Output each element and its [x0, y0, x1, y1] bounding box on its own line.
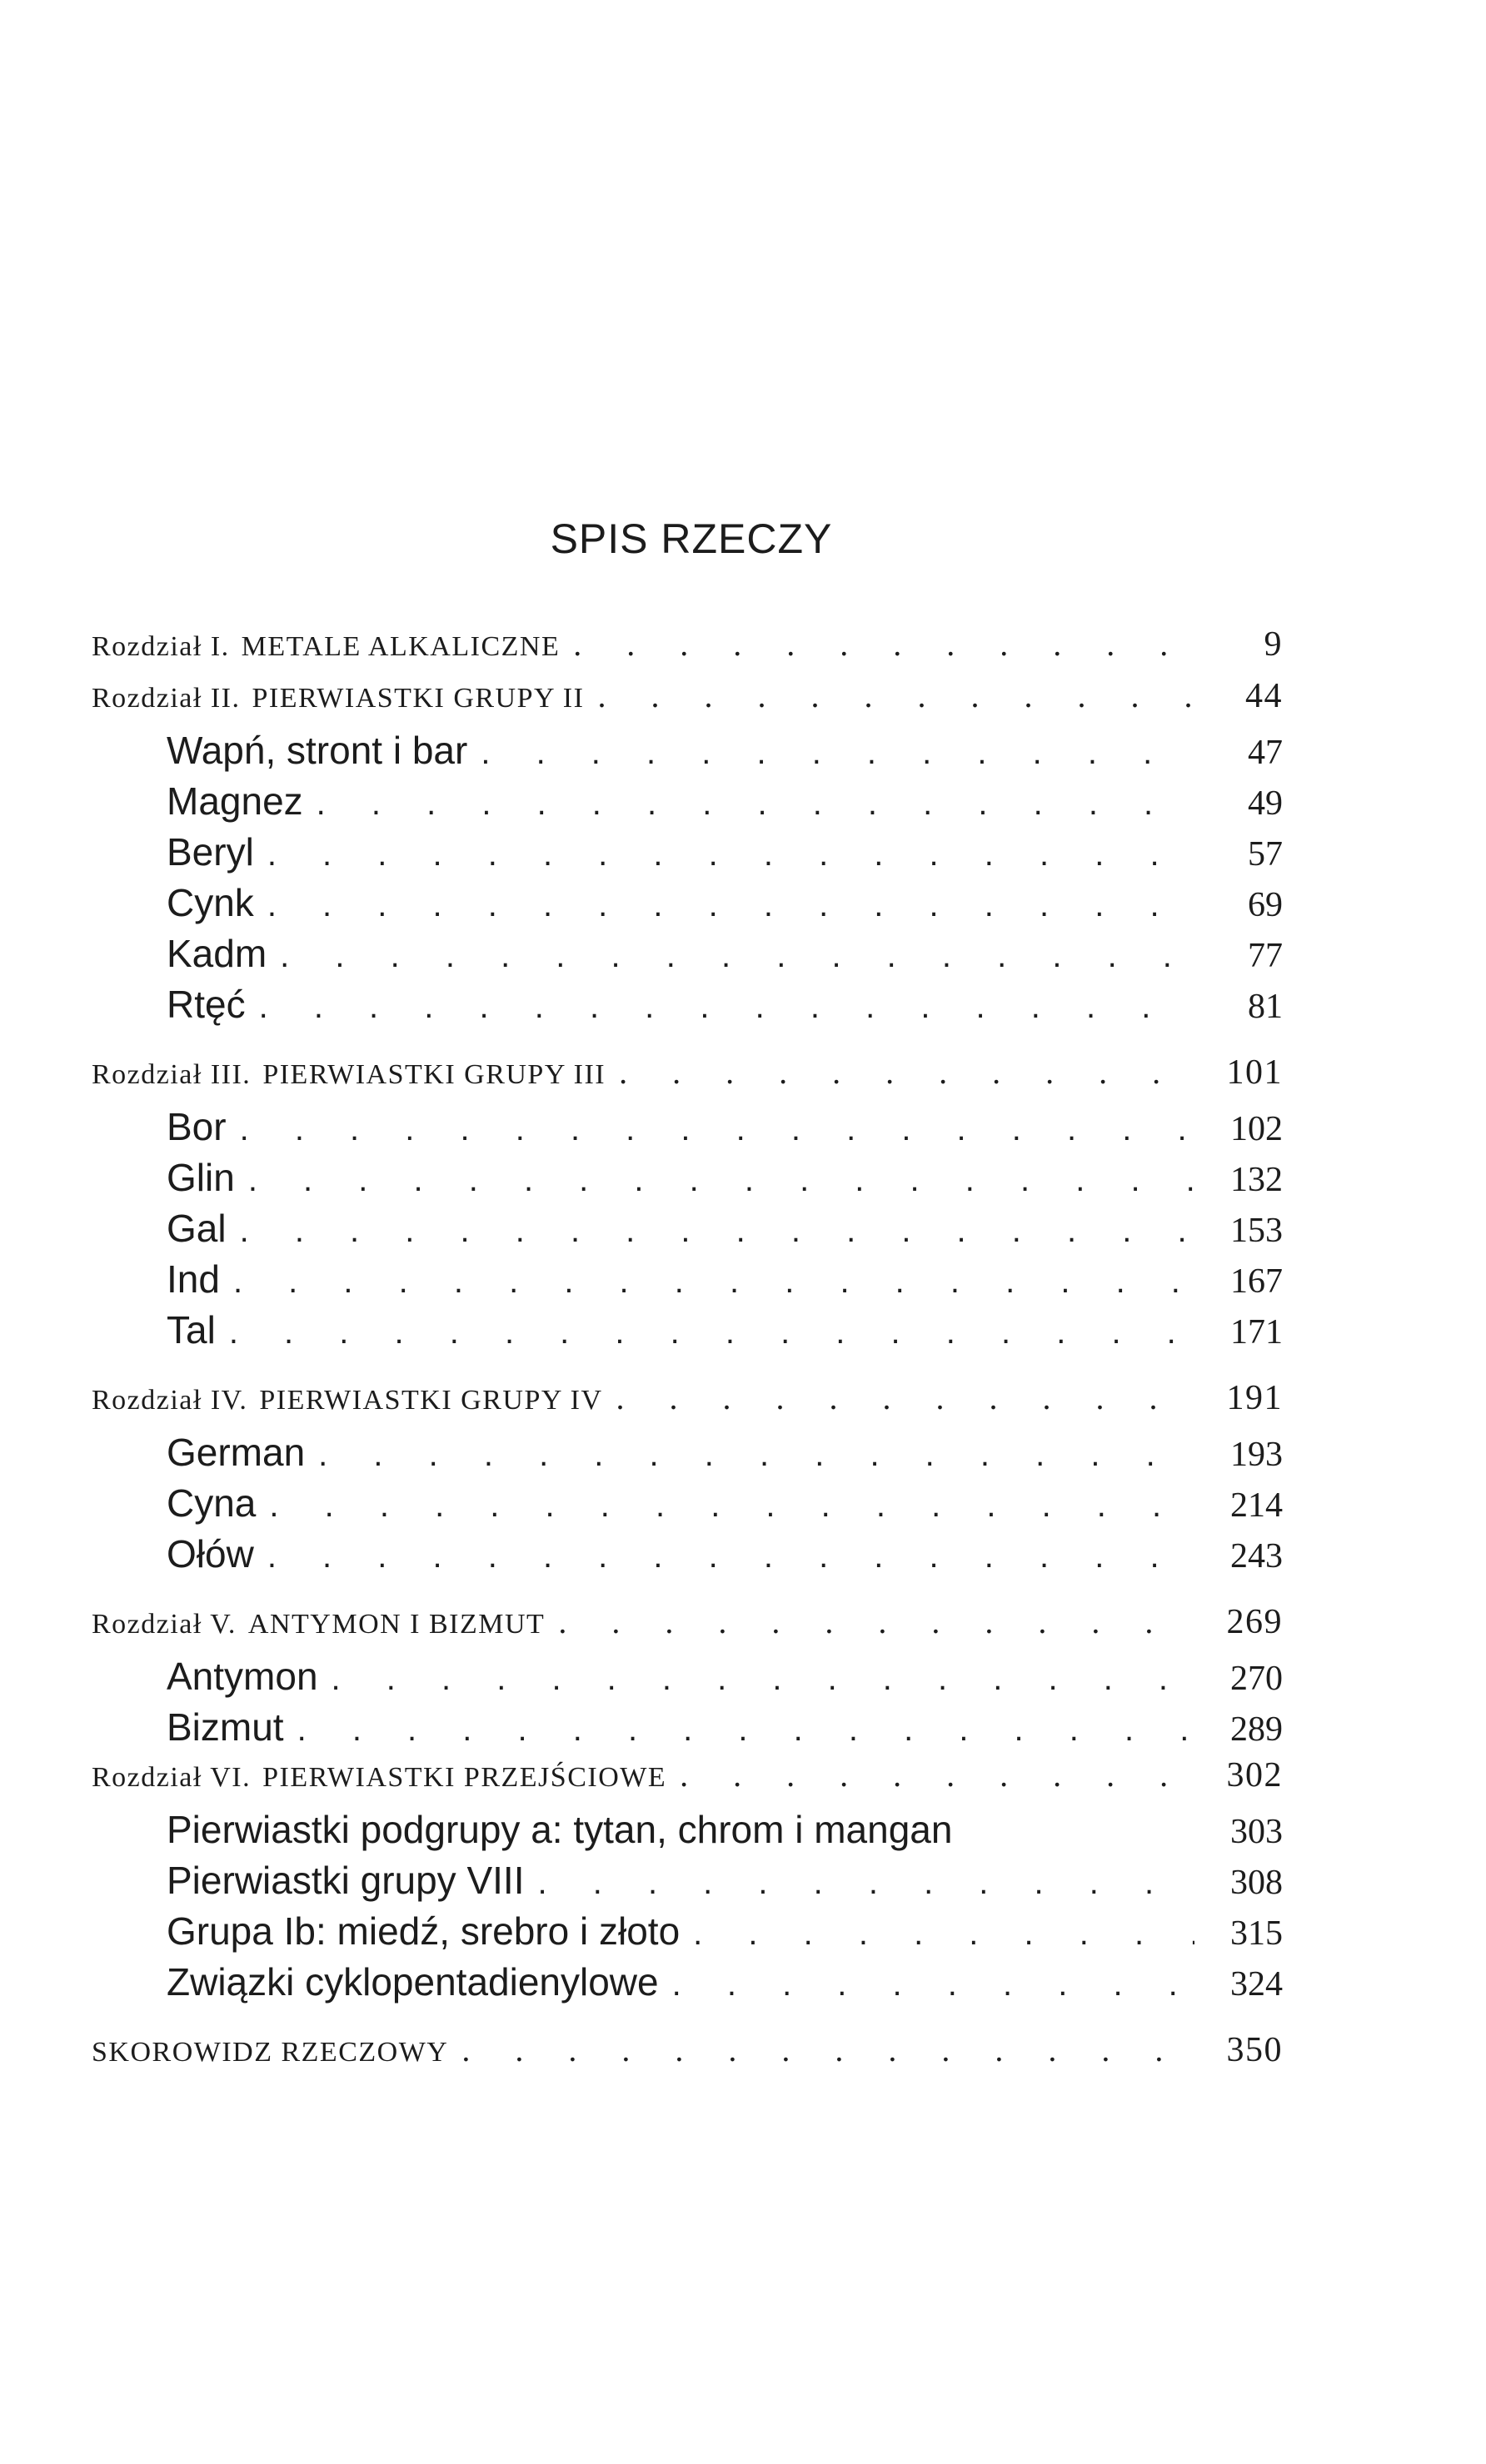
dot-leader [269, 1487, 1194, 1525]
entry-label: Antymon [167, 1655, 318, 1698]
page-number: 269 [1226, 1603, 1283, 1641]
entry-label: Tal [167, 1308, 216, 1351]
dot-leader [332, 1660, 1194, 1698]
chapter-3[interactable] [92, 1053, 1283, 1104]
dot-leader [616, 1378, 1194, 1417]
table-of-contents [92, 625, 1283, 2082]
entry-label: Pierwiastki grupy VIII [167, 1859, 525, 1902]
dot-leader [267, 1538, 1194, 1575]
chapter-number: Rozdział V. [92, 1609, 237, 1640]
page-number: 44 [1245, 677, 1283, 715]
page-number: 49 [1248, 784, 1283, 823]
page-number: 214 [1230, 1486, 1283, 1525]
chapter-number: Rozdział II. [92, 683, 241, 714]
dot-leader [317, 785, 1194, 823]
dot-leader [481, 734, 1194, 772]
page-number: 81 [1248, 988, 1283, 1026]
toc-entry[interactable] [92, 1705, 1283, 1755]
dot-leader [259, 988, 1194, 1026]
entry-label: Rtęć [167, 983, 246, 1026]
dot-leader [537, 1864, 1194, 1902]
dot-leader [619, 1053, 1194, 1092]
chapter-title: PIERWIASTKI GRUPY IV [259, 1385, 603, 1416]
toc-entry[interactable] [92, 1104, 1283, 1155]
chapter-title: PIERWIASTKI GRUPY III [262, 1059, 606, 1090]
page-number: 303 [1230, 1813, 1283, 1851]
toc-entry[interactable] [92, 931, 1283, 982]
dot-leader [240, 1212, 1194, 1250]
page-number: 9 [1264, 625, 1283, 664]
page-number: 57 [1248, 835, 1283, 874]
page-number: 193 [1230, 1436, 1283, 1474]
page-number: 153 [1230, 1212, 1283, 1250]
chapter-2[interactable] [92, 676, 1283, 728]
toc-entry[interactable] [92, 1654, 1283, 1705]
dot-leader [229, 1314, 1194, 1351]
toc-entry[interactable] [92, 1430, 1283, 1481]
page-number: 69 [1248, 886, 1283, 924]
toc-entry[interactable] [92, 1155, 1283, 1206]
page-number: 101 [1226, 1053, 1283, 1092]
toc-entry[interactable] [92, 1531, 1283, 1582]
page-number: 47 [1248, 734, 1283, 772]
entry-label: Bor [167, 1105, 227, 1148]
chapter-5[interactable] [92, 1602, 1283, 1654]
page-number: 324 [1230, 1965, 1283, 2004]
chapter-6[interactable] [92, 1755, 1283, 1807]
page-number: 132 [1230, 1161, 1283, 1199]
toc-entry[interactable] [92, 1909, 1283, 1959]
toc-entry[interactable] [92, 728, 1283, 779]
page-number: 315 [1230, 1914, 1283, 1953]
dot-leader [573, 625, 1194, 664]
dot-leader [680, 1755, 1194, 1794]
chapter-4[interactable] [92, 1378, 1283, 1430]
page-number: 302 [1226, 1756, 1283, 1794]
dot-leader [267, 836, 1194, 874]
entry-label: Związki cyklopentadienylowe [167, 1960, 659, 2004]
chapter-title: PIERWIASTKI PRZEJŚCIOWE [262, 1762, 667, 1793]
chapter-title: ANTYMON I BIZMUT [247, 1609, 546, 1640]
page-number: 350 [1226, 2031, 1283, 2069]
page-number: 171 [1230, 1313, 1283, 1351]
dot-leader [248, 1162, 1194, 1199]
entry-label: Bizmut [167, 1705, 284, 1749]
entry-label: Cynk [167, 881, 254, 924]
dot-leader [461, 2030, 1194, 2069]
chapter-number: Rozdział I. [92, 631, 230, 662]
toc-entry[interactable] [92, 1257, 1283, 1307]
dot-leader [240, 1111, 1194, 1148]
page-number: 167 [1230, 1262, 1283, 1301]
entry-label: Pierwiastki podgrupy a: tytan, chrom i mangan [167, 1808, 953, 1851]
entry-label: Magnez [167, 779, 303, 823]
page-number: 270 [1230, 1660, 1283, 1698]
entry-label: Ołów [167, 1532, 254, 1575]
page-number: 191 [1226, 1379, 1283, 1417]
toc-entry[interactable] [92, 1807, 1283, 1858]
entry-label: Cyna [167, 1481, 257, 1525]
entry-label: Grupa Ib: miedź, srebro i złoto [167, 1909, 681, 1953]
dot-leader [318, 1436, 1194, 1474]
dot-leader [693, 1915, 1194, 1953]
dot-leader [558, 1602, 1194, 1641]
chapter-1[interactable] [92, 625, 1283, 676]
dot-leader [672, 1966, 1194, 2004]
toc-entry[interactable] [92, 779, 1283, 829]
chapter-title: PIERWIASTKI GRUPY II [252, 683, 585, 714]
chapter-number: Rozdział VI. [92, 1762, 252, 1793]
dot-leader [280, 938, 1194, 975]
dot-leader [267, 887, 1194, 924]
chapter-number: Rozdział III. [92, 1059, 252, 1090]
entry-label: Glin [167, 1156, 235, 1199]
page-number: 102 [1230, 1110, 1283, 1148]
toc-entry[interactable] [92, 1858, 1283, 1909]
index-title: SKOROWIDZ RZECZOWY [92, 2037, 449, 2068]
toc-entry[interactable] [92, 1307, 1283, 1358]
page-number: 289 [1230, 1710, 1283, 1749]
toc-entry[interactable] [92, 1481, 1283, 1531]
toc-entry[interactable] [92, 982, 1283, 1033]
page-number: 308 [1230, 1864, 1283, 1902]
dot-leader [297, 1711, 1194, 1749]
page-number: 77 [1248, 937, 1283, 975]
entry-label: Kadm [167, 932, 267, 975]
entry-label: German [167, 1431, 306, 1474]
toc-entry[interactable] [92, 1206, 1283, 1257]
index-entry[interactable] [92, 2030, 1283, 2082]
toc-entry[interactable] [92, 880, 1283, 931]
entry-label: Gal [167, 1207, 227, 1250]
dot-leader [597, 676, 1194, 715]
entry-label: Wapń, stront i bar [167, 729, 468, 772]
page-number: 243 [1230, 1537, 1283, 1575]
chapter-number: Rozdział IV. [92, 1385, 248, 1416]
page-title: SPIS RZECZY [550, 515, 833, 562]
toc-entry[interactable] [92, 1959, 1283, 2010]
toc-entry[interactable] [92, 829, 1283, 880]
entry-label: Ind [167, 1257, 220, 1301]
dot-leader [233, 1263, 1194, 1301]
entry-label: Beryl [167, 830, 254, 874]
chapter-title: METALE ALKALICZNE [241, 631, 561, 662]
